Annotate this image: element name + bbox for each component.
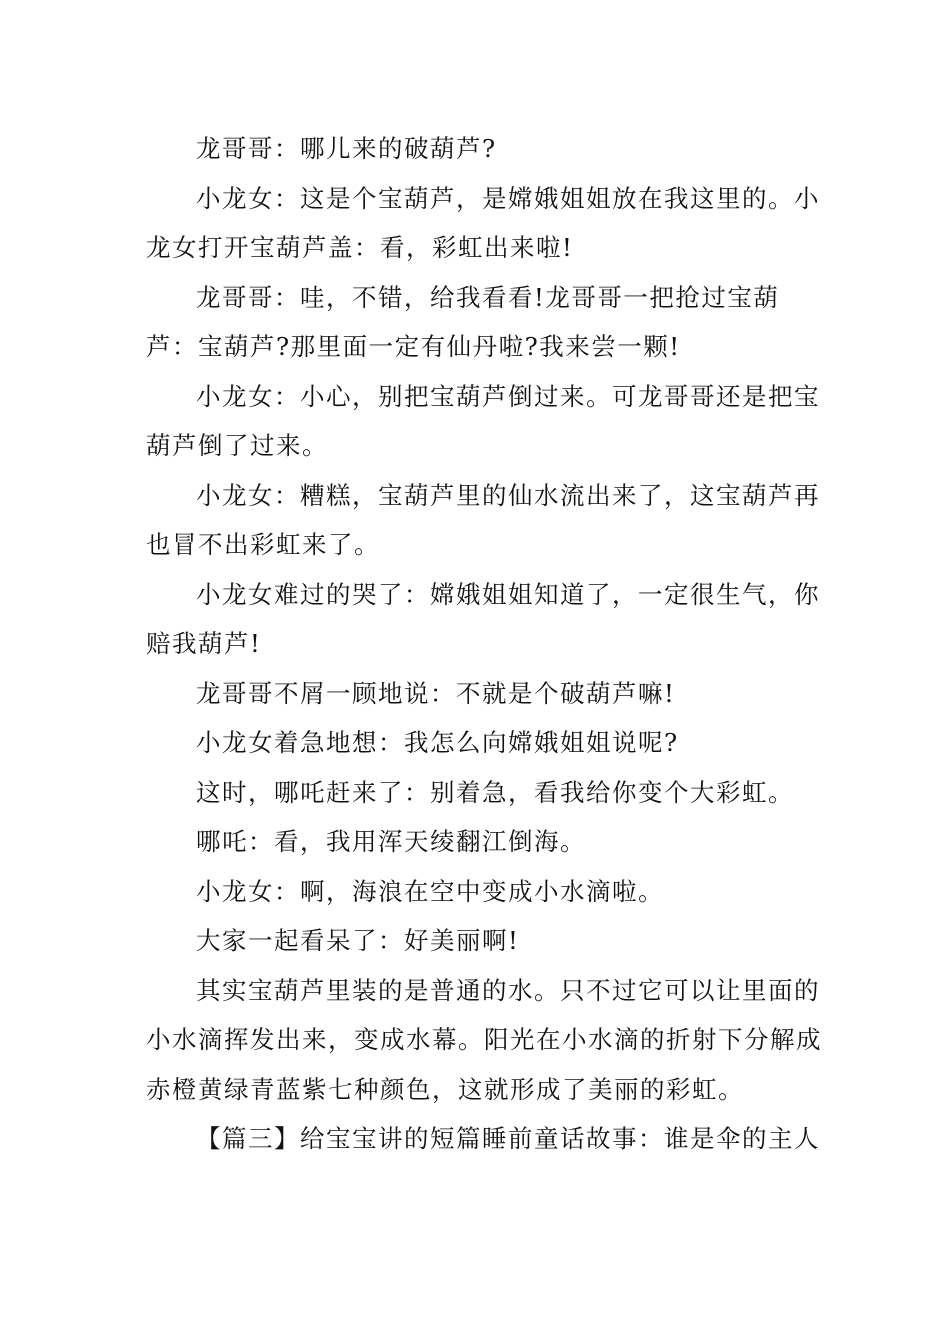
paragraph: 小龙女难过的哭了：嫦娥姐姐知道了，一定很生气，你赔我葫芦!: [146, 579, 820, 658]
paragraph: 小龙女：糟糕，宝葫芦里的仙水流出来了，这宝葫芦再也冒不出彩虹来了。: [146, 480, 820, 559]
paragraph: 小龙女：这是个宝葫芦，是嫦娥姐姐放在我这里的。小龙女打开宝葫芦盖：看，彩虹出来啦!: [146, 183, 820, 262]
paragraph: 龙哥哥：哇，不错，给我看看!龙哥哥一把抢过宝葫芦：宝葫芦?那里面一定有仙丹啦?我来尝一颗!: [146, 282, 780, 361]
paragraph: 小龙女：啊，海浪在空中变成小水滴啦。: [196, 876, 664, 906]
paragraph: 大家一起看呆了：好美丽啊!: [196, 926, 520, 955]
document-page: [146, 124, 826, 1164]
paragraph: 这时，哪吒赶来了：别着急，看我给你变个大彩虹。: [196, 777, 794, 807]
section-heading: 【篇三】给宝宝讲的短篇睡前童话故事：谁是伞的主人: [196, 1124, 820, 1153]
paragraph: 小龙女着急地想：我怎么向嫦娥姐姐说呢?: [196, 728, 679, 757]
paragraph: 龙哥哥：哪儿来的破葫芦?: [196, 134, 497, 163]
paragraph: 其实宝葫芦里装的是普通的水。只不过它可以让里面的小水滴挥发出来，变成水幕。阳光在小水滴的折射下分解成赤橙黄绿青蓝紫七种颜色，这就形成了美丽的彩虹。: [146, 975, 822, 1104]
paragraph: 哪吒：看，我用浑天绫翻江倒海。: [196, 827, 586, 856]
paragraph: 龙哥哥不屑一顾地说：不就是个破葫芦嘛!: [196, 678, 676, 708]
paragraph: 小龙女：小心，别把宝葫芦倒过来。可龙哥哥还是把宝葫芦倒了过来。: [146, 381, 820, 460]
